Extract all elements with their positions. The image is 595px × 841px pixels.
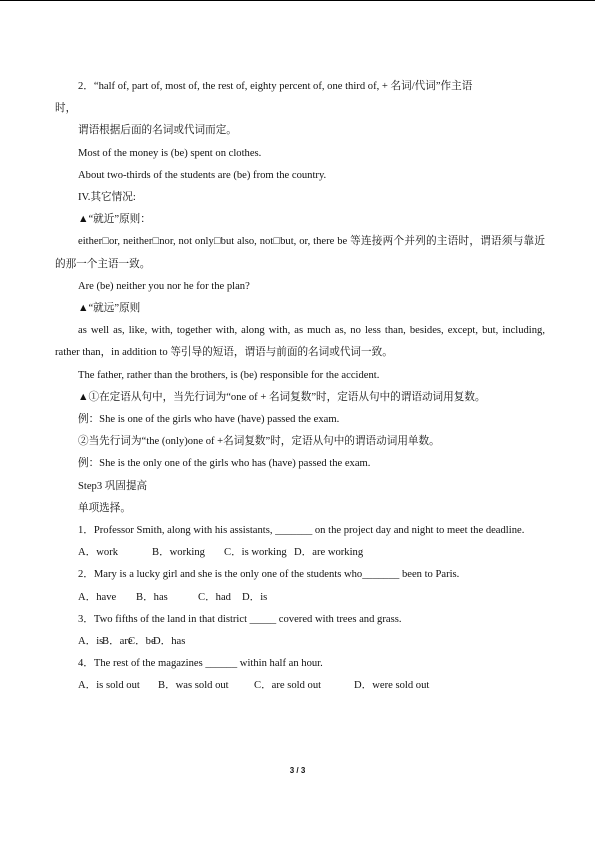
question-stem: 1．Professor Smith, along with his assistants, _______ on the project day and night to meet the deadline.	[78, 525, 525, 537]
top-rule	[0, 0, 595, 1]
question-stem: 3．Two fifths of the land in that district _____ covered with trees and grass.	[78, 613, 402, 625]
proximity-rule-text: either□or, neither□nor, not only□but also, not□but, or, there be 等连接两个并列的主语时，谓语须与靠近的那一个主语一致。	[55, 236, 545, 270]
exercise-instruction: 单项选择。	[78, 502, 131, 514]
distance-rule-text: as well as, like, with, together with, along with, as much as, no less than, besides, except, but, including, rather than，in addition to 等引导的短语，谓语与前面的名词或代词一致。	[55, 325, 545, 359]
proximity-rule-heading: ▲“就近”原则：	[78, 214, 151, 226]
example-one-of: 例：She is one of the girls who have (have) passed the exam.	[78, 414, 340, 426]
option-b: B．has	[136, 591, 168, 603]
example-neither-nor: Are (be) neither you nor he for the plan?	[78, 280, 250, 292]
example-rather-than: The father, rather than the brothers, is (be) responsible for the accident.	[78, 369, 380, 381]
line-rule2-a: 2．“half of, part of, most of, the rest of, eighty percent of, one third of, + 名词/代词”作主语	[78, 81, 473, 92]
option-c: C．had	[198, 591, 231, 603]
question-stem: 4．The rest of the magazines ______ within half an hour.	[78, 658, 323, 670]
example-only-one-of: 例：She is the only one of the girls who has (have) passed the exam.	[78, 458, 371, 470]
relative-clause-rule-2: ②当先行词为“the (only)one of +名词复数”时，定语从句中的谓语动词用单数。	[78, 436, 440, 448]
option-d: D．are working	[294, 547, 364, 559]
option-a: A．is	[78, 636, 104, 648]
example-money: Most of the money is (be) spent on clothes.	[78, 147, 262, 159]
option-c: C．are sold out	[254, 680, 322, 692]
step3-heading: Step3 巩固提高	[78, 480, 148, 492]
option-d: D．were sold out	[354, 680, 430, 692]
option-b: B．was sold out	[158, 680, 229, 692]
section-heading-iv: IV.其它情况:	[78, 192, 136, 204]
option-a: A．have	[78, 591, 117, 603]
option-c: C．be	[128, 636, 156, 648]
question-options	[55, 542, 545, 564]
page-number: 3 / 3	[289, 766, 306, 775]
option-d: D．is	[242, 591, 268, 603]
question-options	[55, 631, 545, 653]
option-a: A．work	[78, 547, 119, 559]
example-students: About two-thirds of the students are (be) from the country.	[78, 169, 327, 181]
option-a: A．is sold out	[78, 680, 140, 692]
option-c: C．is working	[224, 547, 287, 559]
option-d: D．has	[153, 636, 186, 648]
question-options	[55, 675, 545, 697]
question-stem: 2．Mary is a lucky girl and she is the only one of the students who_______ been to Paris.	[78, 569, 460, 581]
option-b: B．are	[102, 636, 133, 648]
relative-clause-rule-1: ▲①在定语从句中，当先行词为“one of + 名词复数”时，定语从句中的谓语动词用复数。	[78, 391, 486, 403]
document-body	[55, 76, 545, 698]
option-b: B．working	[152, 547, 205, 559]
distance-rule-heading: ▲“就远”原则	[78, 303, 141, 315]
question-options	[55, 587, 545, 609]
line-rule2-b: 时，	[55, 103, 77, 115]
line-rule2-c: 谓语根据后面的名词或代词而定。	[78, 125, 237, 137]
